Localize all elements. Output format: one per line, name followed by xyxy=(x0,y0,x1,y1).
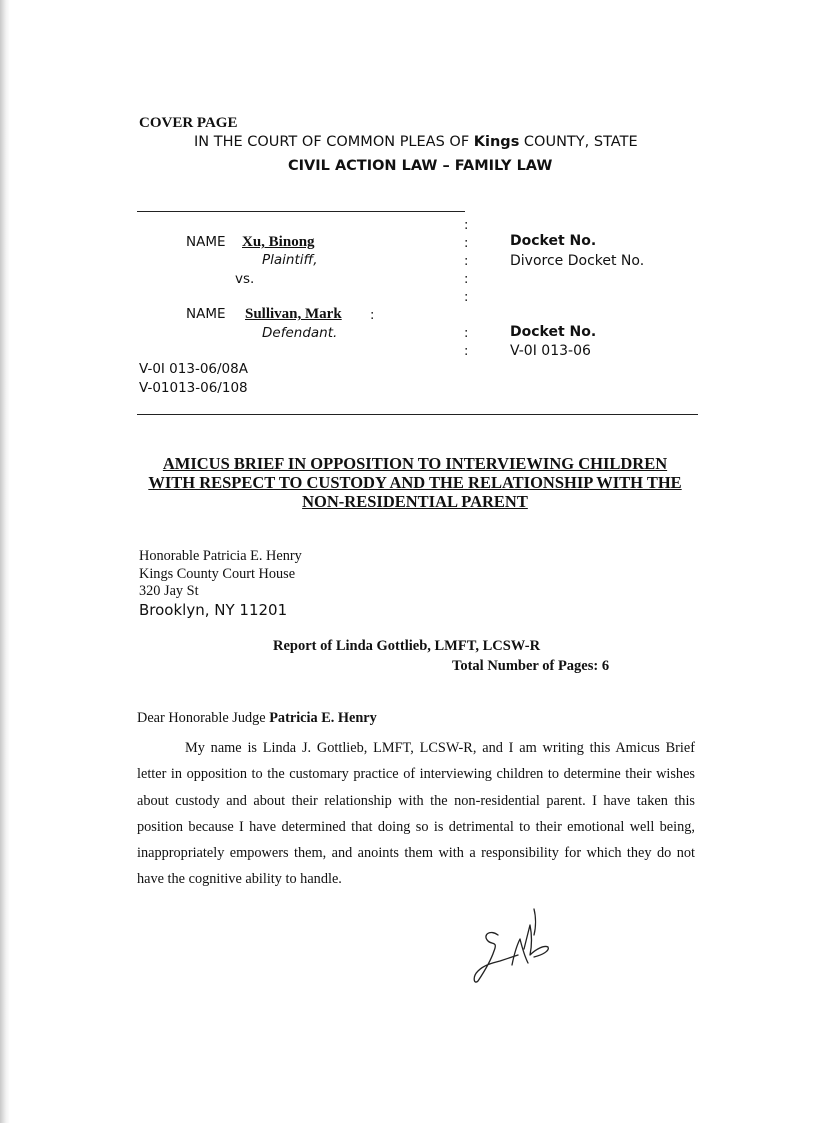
docket-label-1: Docket No. xyxy=(510,233,597,249)
caption-colon: : xyxy=(464,236,469,251)
caption-colon: : xyxy=(464,218,469,233)
caption-bottom-rule xyxy=(137,414,698,415)
case-number-1: V-0I 013-06/08A xyxy=(139,361,248,377)
brief-title-line-2: WITH RESPECT TO CUSTODY AND THE RELATIONSHIP WITH THE xyxy=(148,473,682,492)
caption-top-rule xyxy=(137,211,465,212)
docket-label-2: Docket No. xyxy=(510,324,597,340)
plaintiff-name: Xu, Binong xyxy=(242,234,315,250)
defendant-role: Defendant. xyxy=(262,325,338,341)
docket-value-1: Divorce Docket No. xyxy=(510,253,645,269)
salutation xyxy=(137,710,377,727)
court-county: Kings xyxy=(473,134,520,150)
caption-colon: : xyxy=(370,308,375,323)
report-author-line: Report of Linda Gottlieb, LMFT, LCSW-R xyxy=(273,638,541,654)
salutation-prefix: Dear Honorable Judge xyxy=(137,710,270,726)
docket-value-2: V-0I 013-06 xyxy=(510,343,591,359)
caption-colon: : xyxy=(464,344,469,359)
court-heading xyxy=(194,134,638,150)
brief-title-line-1: AMICUS BRIEF IN OPPOSITION TO INTERVIEWING CHILDREN xyxy=(162,454,668,473)
addressee-building: Kings County Court House xyxy=(139,566,296,582)
letter-body-paragraph: My name is Linda J. Gottlieb, LMFT, LCSW-R, and I am writing this Amicus Brief letter in opposition to the customary practice of interviewing children to determine their wishes about custody and about their relationship with the non-residential parent. I have taken this position because I have determined that doing so is detrimental to their emotional well being, inappropriately empowers them, and anoints them with a responsibility for which they do not have the cognitive ability to handle. xyxy=(137,740,695,888)
defendant-name: Sullivan, Mark xyxy=(245,306,342,322)
civil-action-heading: CIVIL ACTION LAW – FAMILY LAW xyxy=(288,158,553,174)
addressee-name: Honorable Patricia E. Henry xyxy=(139,548,302,564)
signature-initials xyxy=(468,905,558,985)
addressee-street: 320 Jay St xyxy=(139,583,199,599)
court-suffix: COUNTY, STATE xyxy=(519,134,638,150)
scan-edge-shadow xyxy=(0,0,10,1123)
caption-colon: : xyxy=(464,290,469,305)
cover-page-label: COVER PAGE xyxy=(139,115,238,131)
caption-colon: : xyxy=(464,326,469,341)
salutation-judge-name: Patricia E. Henry xyxy=(269,710,377,726)
defendant-name-label: NAME xyxy=(186,306,226,322)
versus-label: vs. xyxy=(235,271,255,287)
total-pages-line: Total Number of Pages: 6 xyxy=(452,658,610,674)
caption-colon: : xyxy=(464,272,469,287)
case-number-2: V-01013-06/108 xyxy=(139,380,248,396)
brief-title-line-3: NON-RESIDENTIAL PARENT xyxy=(302,492,528,511)
plaintiff-name-label: NAME xyxy=(186,234,226,250)
addressee-city: Brooklyn, NY 11201 xyxy=(139,601,288,619)
caption-colon: : xyxy=(464,254,469,269)
court-prefix: IN THE COURT OF COMMON PLEAS OF xyxy=(194,134,474,150)
plaintiff-role: Plaintiff, xyxy=(262,252,318,268)
